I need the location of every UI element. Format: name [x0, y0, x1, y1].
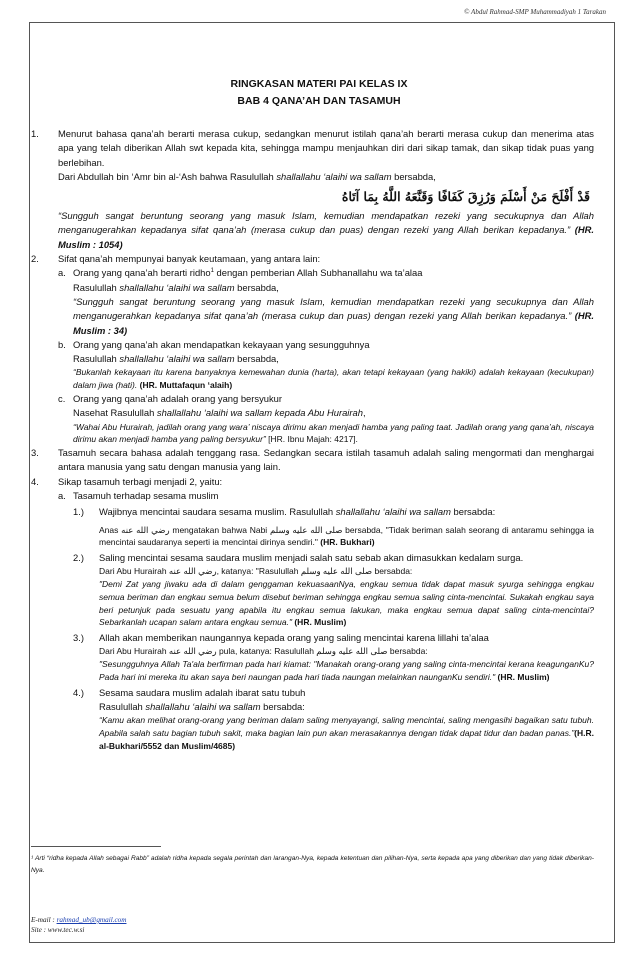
footnote-separator: [31, 846, 161, 847]
content: [31, 127, 594, 752]
arabic-text: قَدْ أَفْلَحَ مَنْ أَسْلَمَ وَرُزِقَ كَفَافًا وَقَنَّعَهُ اللَّهُ بِمَا آتَاهُ: [341, 189, 590, 205]
point: 4.) Sesama saudara muslim adalah ibarat satu tubuh Rasulullah shallallahu ‘alaihi wa sallam bersabda: “Kamu akan melihat orang-orang yang beriman dalam saling menyayangi, saling mencintai, saling mengasihi bagaikan satu tubuh. Apabila salah satu bagian tubuh sakit, maka bagian lain pun akan merasakannya dengan tidak dapat tidur dan badan panas.”(H.R. al-Bukhari/5552 dan Muslim/4685): [73, 686, 594, 751]
item-number: 3.: [31, 447, 39, 459]
hadith-quote: “Sungguh sangat beruntung seorang yang masuk Islam, kemudian mendapatkan rezeki yang secukupnya dan Allah menganugerahkan kepadanya sifat qana’ah (merasa cukup dan puas) dengan rezeki yang Allah berikan kepadanya.” (HR. Muslim : 34): [73, 295, 594, 336]
page-footer: E-mail : rahmad_ub@gmail.com Site : www.tec.w.si: [31, 916, 127, 935]
point: 1.) Wajibnya mencintai saudara sesama muslim. Rasulullah shallallahu ‘alaihi wa sallam bersabda: Anas رضي الله عنه mengatakan bahwa Nabi صلى الله عليه وسلم bersabda, "Tidak beriman salah seorang di antaramu sehingga ia mencintai saudaranya seperti ia mencintai dirinya sendiri." (HR. Bukhari): [73, 506, 594, 548]
list-item: [31, 446, 594, 475]
page-subtitle: BAB 4 QANA’AH DAN TASAMUH: [237, 95, 401, 107]
footnote: ¹ Arti “ridha kepada Allah sebagai Rabb” adalah ridha kepada segala perintah dan larangan-Nya, kepada ketentuan dan pilihan-Nya, serta kepada apa yang diberikan dan yang tidak diberikan-Nya.: [31, 855, 594, 874]
item-text: Tasamuh secara bahasa adalah tenggang rasa. Sedangkan secara istilah tasamuh adalah saling mengormati dan menghargai antara manusia yang satu dengan manusia yang lain.: [58, 447, 594, 473]
site-text: Site : www.tec.w.si: [31, 926, 85, 935]
item-number: 4.: [31, 475, 39, 487]
hadith-quote: “Bukanlah kekayaan itu karena banyaknya kemewahan dunia (harta), akan tetapi kekayaan (yang hakiki) adalah kekayaan (kecukupan) dalam jiwa (hati). (HR. Muttafaqun ‘alaih): [73, 367, 594, 391]
item-number: 2.: [31, 253, 39, 265]
sub-item: a. Orang yang qana’ah berarti ridho$^1$ dengan pemberian Allah Subhanallahu wa ta’alaa Rasulullah shallallahu ‘alaihi wa sallam bersabda, “Sungguh sangat beruntung seorang yang masuk Islam, kemudian mendapatkan rezeki yang secukupnya dan Allah menganugerahkan kepadanya sifat qana’ah (merasa cukup dan puas) dengan rezeki yang Allah berikan kepadanya.” (HR. Muslim : 34): [58, 266, 594, 337]
item-text: Sikap tasamuh terbagi menjadi 2, yaitu:: [58, 475, 223, 487]
sub-item: b. Orang yang qana’ah akan mendapatkan kekayaan yang sesungguhnya Rasulullah shallallahu ‘alaihi wa sallam bersabda, “Bukanlah kekayaan itu karena banyaknya kemewahan dunia (harta), akan tetapi kekayaan (yang hakiki) adalah kekayaan (kecukupan) dalam jiwa (hati). (HR. Muttafaqun ‘alaih): [58, 338, 594, 391]
list-item: [31, 252, 594, 446]
page-title: RINGKASAN MATERI PAI KELAS IX: [230, 78, 408, 90]
point: 2.) Saling mencintai sesama saudara muslim menjadi salah satu sebab akan dimasukkan kedalam surga. Dari Abu Hurairah رضي الله عنه, katanya: "Rasulullah صلى الله عليه وسلم bersabda: "Demi Zat yang jiwaku ada di dalam genggaman kekuasaanNya, engkau semua tidak dapat masuk syurga sehingga engkau semua beriman dan engkau semua belum disebut beriman sehingga engkau semua saling cinta-mencintai. Sukakah engkau saya beri petunjuk pada sesuatu yang apabila itu engkau semua lakukan, maka engkau semua dapat saling cinta-mencintai? Sebarkanlah ucapan salam antara engkau semua." (HR. Muslim): [73, 552, 594, 628]
item-text: Menurut bahasa qana’ah berarti merasa cukup, sedangkan menurut istilah qana’ah berarti merasa cukup dan menerima atas apa yang telah diberikan Allah swt kepada kita, sehingga mampu menjauhkan diri dari sikap tamak, dan sikap tidak puas yang berlebihan.: [58, 128, 594, 168]
hadith-quote: “Wahai Abu Hurairah, jadilah orang yang wara’ niscaya dirimu akan menjadi hamba yang paling taat. Jadilah orang yang qana’ah, niscaya dirimu akan menjadi hamba yang paling bersyukur” [HR. Ibnu Majah: 4217].: [73, 421, 594, 445]
sub-item: a. Tasamuh terhadap sesama muslim 1.) Wajibnya mencintai saudara sesama muslim. Rasulullah shallallahu ‘alaihi wa sallam bersabda: Anas رضي الله عنه mengatakan bahwa Nabi صلى الله عليه وسلم bersabda, "Tidak beriman salah seorang di antaramu sehingga ia mencintai saudaranya seperti ia mencintai dirinya sendiri." (HR. Bukhari) 2.) Saling mencintai sesama saudara muslim menjadi salah satu sebab akan dimasukkan kedalam surga. Dari Abu Hurairah رضي الله عنه, katanya: "Rasulullah صلى الله عليه وسلم bersabda: "Demi Zat yang jiwaku ada di dalam genggaman kekuasaanNya, engkau semua tidak dapat masuk syurga sehingga engkau semua beriman dan engkau semua belum disebut beriman sehingga engkau semua saling cinta-mencintai. Sukakah engkau saya beri petunjuk pada sesuatu yang apabila itu engkau semua lakukan, maka engkau semua dapat saling cinta-mencintai? Sebarkanlah ucapan salam antara engkau semua." (HR. Muslim) 3.) Allah akan memberikan naungannya kepada orang yang saling mencintai karena lillahi ta’alaa Dari Abu Hurairah رضي الله عنه pula, katanya: Rasulullah صلى الله عليه وسلم bersabda: "Sesungguhnya Allah Ta'ala berfirman pada hari kiamat: "Manakah orang-orang yang saling cinta-mencintai kerana keagunganKu? Pada hari ini mereka itu akan saya beri naungan pada hari tiada naungan melainkan naunganKu sendiri." (HR. Muslim) 4.) Sesama saudara muslim adalah ibarat satu tubuh Rasulullah shallallahu ‘alaihi wa sallam bersabda: “Kamu akan melihat orang-orang yang beriman dalam saling menyayangi, saling mencintai, saling mengasihi bagaikan satu tubuh. Apabila salah satu bagian tubuh sakit, maka bagian lain pun akan merasakannya dengan tidak dapat tidur dan badan panas.”(H.R. al-Bukhari/5552 dan Muslim/4685): [58, 489, 594, 751]
item-text: Sifat qana’ah mempunyai banyak keutamaan, yang antara lain:: [58, 253, 321, 265]
item-number: 1.: [31, 128, 39, 139]
email-link[interactable]: rahmad_ub@gmail.com: [56, 916, 127, 924]
list-item: [31, 127, 594, 252]
hadith-quote: “Sungguh sangat beruntung seorang yang masuk Islam, kemudian mendapatkan rezeki yang secukupnya dan Allah menganugerahkan kepadanya sifat qana’ah (merasa cukup dan puas) dengan rezeki yang Allah berikan kepadanya.” (HR. Muslim : 1054): [58, 210, 595, 250]
point: 3.) Allah akan memberikan naungannya kepada orang yang saling mencintai karena lillahi ta’alaa Dari Abu Hurairah رضي الله عنه pula, katanya: Rasulullah صلى الله عليه وسلم bersabda: "Sesungguhnya Allah Ta'ala berfirman pada hari kiamat: "Manakah orang-orang yang saling cinta-mencintai kerana keagunganKu? Pada hari ini mereka itu akan saya beri naungan pada hari tiada naungan melainkan naunganKu sendiri." (HR. Muslim): [73, 632, 594, 682]
sub-item: c. Orang yang qana’ah adalah orang yang bersyukur Nasehat Rasulullah shallallahu ‘alaihi wa sallam kepada Abu Hurairah, “Wahai Abu Hurairah, jadilah orang yang wara’ niscaya dirimu akan menjadi hamba yang paling taat. Jadilah orang yang qana’ah, niscaya dirimu akan menjadi hamba yang paling bersyukur” [HR. Ibnu Majah: 4217].: [58, 392, 594, 445]
hadith-intro: Dari Abdullah bin ‘Amr bin al-‘Ash bahwa Rasulullah shallallahu ‘alaihi wa sallam bersabda,: [58, 170, 436, 182]
footnote-ref: 1: [210, 268, 214, 275]
list-item: [31, 475, 594, 753]
header-credit: © Abdul Rahmad-SMP Muhammadiyah 1 Tarakan: [464, 8, 606, 16]
